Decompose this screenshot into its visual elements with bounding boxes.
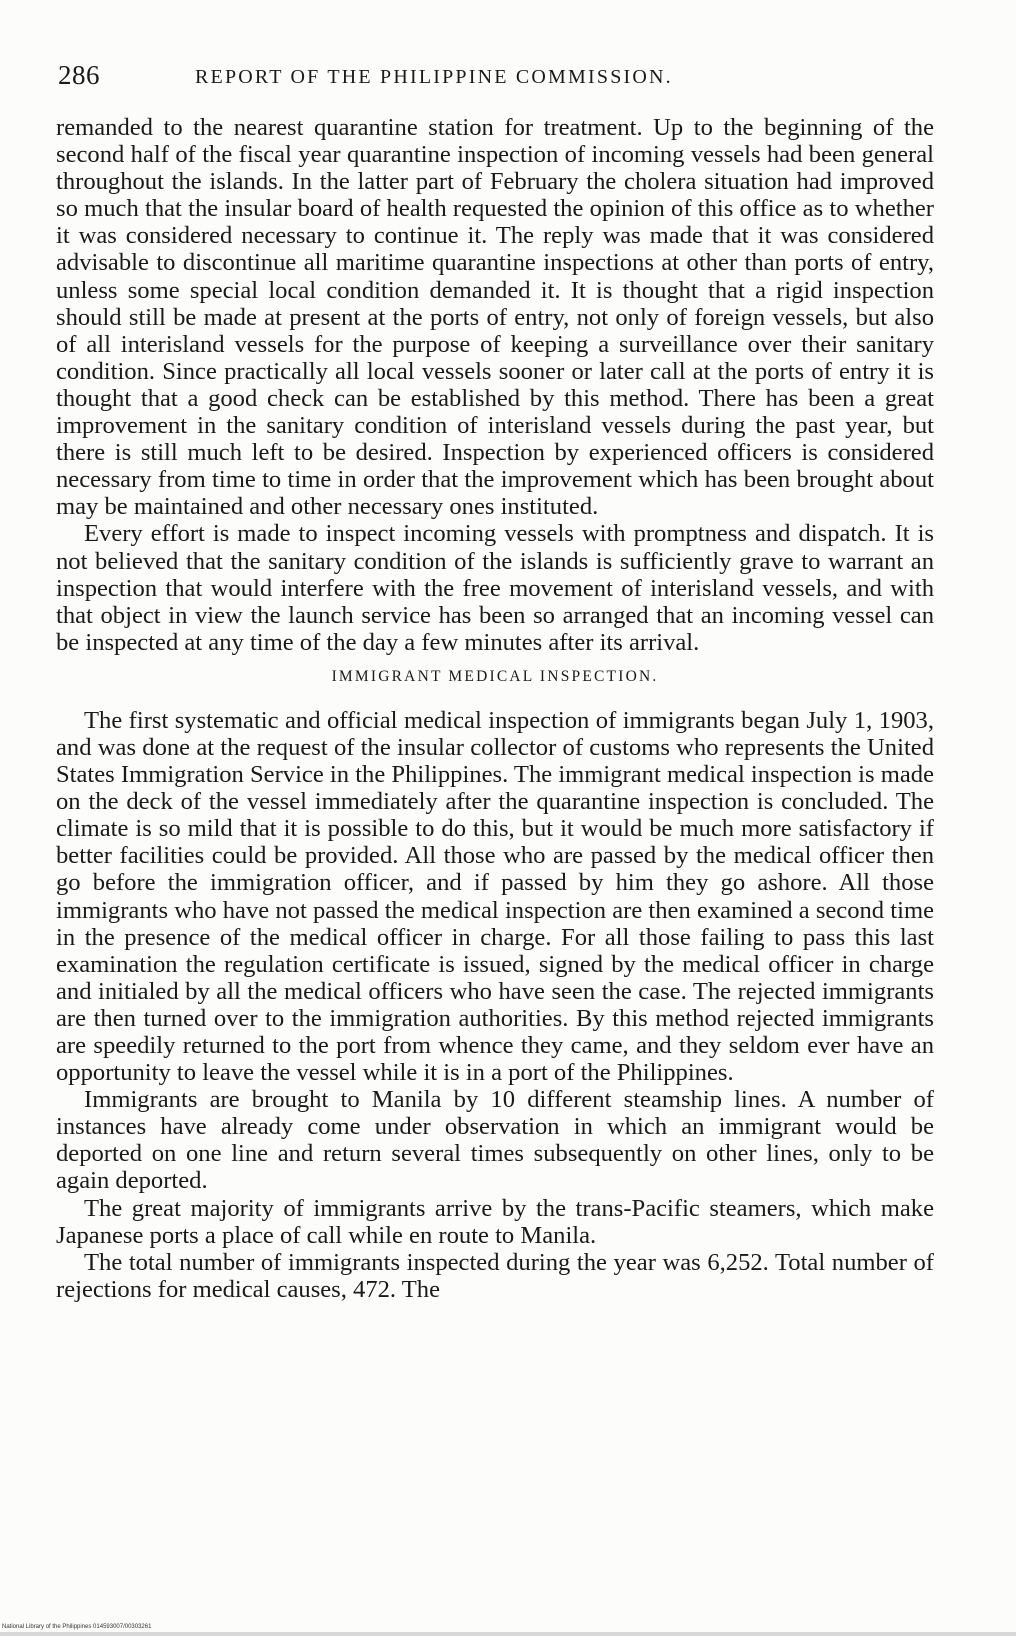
paragraph-trans-pacific: The great majority of immigrants arrive by the trans-Pacific steamers, which make Japanese ports a place of call while en route to Manila.	[56, 1194, 934, 1249]
library-footer-note: National Library of the Philippines 014593007/00303261	[2, 1624, 152, 1630]
paragraph-inspection-promptness: Every effort is made to inspect incoming vessels with promptness and dispatch. It is not believed that the sanitary condition of the islands is sufficiently grave to warrant an inspection that would interfere with the free movement of interisland vessels, and with that object in view the launch service has been so arranged that an incoming vessel can be inspected at any time of the day a few minutes after its arrival.	[56, 520, 934, 656]
page-header	[58, 60, 938, 94]
paragraph-steamship-lines: Immigrants are brought to Manila by 10 different steamship lines. A number of instances have already come under observation in which an immigrant would be deported on one line and return several times subsequently on other lines, only to be again deported.	[56, 1086, 934, 1195]
page-body	[56, 114, 934, 1303]
paragraph-totals: The total number of immigrants inspected during the year was 6,252. Total number of rejections for medical causes, 472. The	[56, 1248, 934, 1303]
paragraph-immigrant-inspection: The first systematic and official medical inspection of immigrants began July 1, 1903, and was done at the request of the insular collector of customs who represents the United States Immigration Service in the Philippines. The immigrant medical inspection is made on the deck of the vessel immediately after the quarantine inspection is concluded. The climate is so mild that it is possible to do this, but it would be much more satisfactory if better facilities could be provided. All those who are passed by the medical officer then go before the immigration officer, and if passed by him they go ashore. All those immigrants who have not passed the medical inspection are then examined a second time in the presence of the medical officer in charge. For all those failing to pass this last examination the regulation certificate is issued, signed by the medical officer in charge and initialed by all the medical officers who have seen the case. The rejected immigrants are then turned over to the immigration authorities. By this method rejected immigrants are speedily returned to the port from whence they came, and they seldom ever have an opportunity to leave the vessel while it is in a port of the Philippines.	[56, 706, 934, 1087]
page-number: 286	[58, 60, 100, 90]
bottom-divider	[0, 1632, 1016, 1636]
running-title: REPORT OF THE PHILIPPINE COMMISSION.	[195, 66, 673, 88]
section-heading: IMMIGRANT MEDICAL INSPECTION.	[331, 667, 659, 685]
paragraph-quarantine-continued: remanded to the nearest quarantine station for treatment. Up to the beginning of the second half of the fiscal year quarantine inspection of incoming vessels had been general throughout the islands. In the latter part of February the cholera situation had improved so much that the insular board of health requested the opinion of this office as to whether it was considered necessary to continue it. The reply was made that it was considered advisable to discontinue all maritime quarantine inspections at other than ports of entry, unless some special local condition demanded it. It is thought that a rigid inspection should still be made at present at the ports of entry, not only of foreign vessels, but also of all interisland vessels for the purpose of keeping a surveillance over their sanitary condition. Since practically all local vessels sooner or later call at the ports of entry it is thought that a good check can be established by this method. There has been a great improvement in the sanitary condition of interisland vessels during the past year, but there is still much left to be desired. Inspection by experienced officers is considered necessary from time to time in order that the improvement which has been brought about may be maintained and other necessary ones instituted.	[56, 114, 934, 521]
